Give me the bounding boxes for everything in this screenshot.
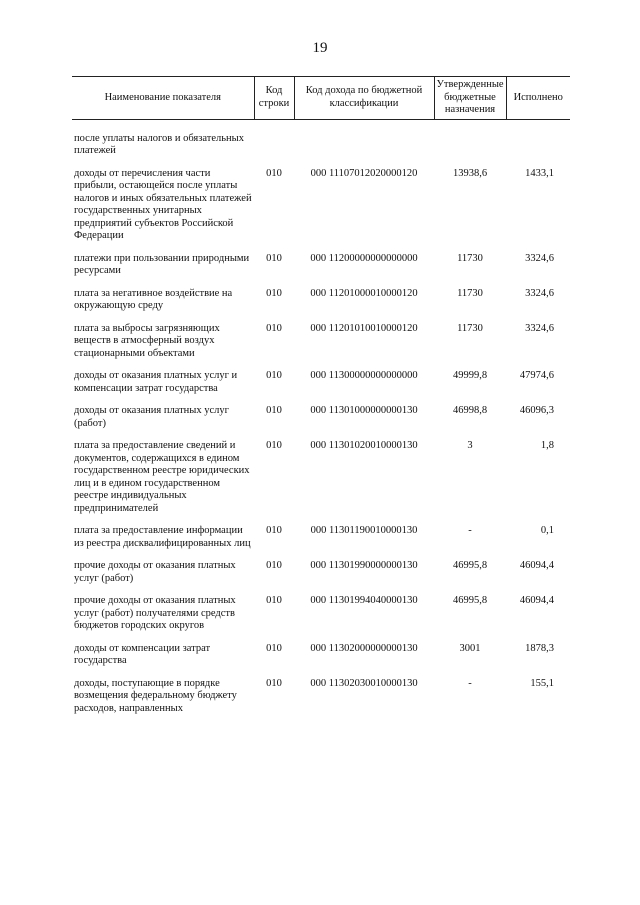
cell-done: 0,1 (540, 525, 554, 536)
cell-done: 1,8 (540, 440, 554, 451)
cell-name: плата за предоставление сведений и документов, содержащихся в едином государственном реестре юридических лиц и в едином государственном реестре индивидуальных предпринимателей (74, 440, 250, 514)
header-code: Код строки (254, 77, 294, 120)
cell-kbk: 000 11301190010000130 (310, 525, 418, 536)
cell-plan: 46995,8 (452, 560, 488, 571)
cell-code: 010 (266, 252, 282, 264)
cell-plan: - (468, 677, 472, 689)
cell-name: доходы от оказания платных услуг и компенсации затрат государства (74, 370, 238, 394)
table-row (72, 119, 570, 168)
cell-kbk: 000 11201000010000120 (310, 287, 418, 299)
table-row (72, 560, 570, 595)
cell-name: доходы от компенсации затрат государства (74, 642, 211, 666)
cell-code: 010 (266, 167, 282, 179)
cell-kbk: 000 11201010010000120 (310, 322, 418, 334)
cell-done: 1878,3 (525, 642, 554, 654)
cell-name: доходы от оказания платных услуг (работ) (74, 405, 229, 429)
table-body (72, 119, 570, 725)
cell-code: 010 (266, 595, 282, 606)
cell-plan: 11730 (457, 322, 483, 334)
cell-plan: 3001 (459, 642, 481, 654)
table-row (72, 643, 570, 678)
table-row (72, 253, 570, 288)
cell-plan: 3 (467, 440, 473, 451)
cell-kbk: 000 11301994040000130 (310, 595, 418, 606)
cell-plan: 11730 (457, 287, 483, 299)
cell-plan: 13938,6 (452, 167, 488, 179)
cell-kbk: 000 11200000000000000 (310, 252, 418, 264)
cell-done (506, 119, 570, 168)
cell-code: 010 (266, 642, 282, 654)
cell-kbk: 000 11301990000000130 (310, 560, 418, 571)
cell-kbk: 000 11107012020000120 (310, 167, 418, 179)
table-row (72, 370, 570, 405)
cell-code: 010 (266, 287, 282, 299)
cell-name: прочие доходы от оказания платных услуг (работ) (74, 560, 236, 584)
table-row (72, 168, 570, 253)
cell-plan: - (468, 525, 472, 536)
header-kbk: Код дохода по бюджетной классификации (294, 77, 434, 120)
cell-done: 3324,6 (525, 287, 554, 299)
cell-code: 010 (266, 525, 282, 536)
page-number: 19 (312, 40, 328, 56)
table-row (72, 678, 570, 726)
table-row (72, 405, 570, 440)
cell-code: 010 (266, 677, 282, 689)
cell-name: плата за предоставление информации из реестра дисквалифицированных лиц (74, 525, 251, 549)
cell-done: 3324,6 (525, 252, 554, 264)
cell-code: 010 (266, 440, 282, 451)
cell-name: плата за выбросы загрязняющих веществ в атмосферный воздух стационарными объектами (74, 322, 220, 359)
cell-code: 010 (266, 405, 282, 416)
cell-name: платежи при пользовании природными ресурсами (74, 252, 250, 276)
cell-done: 46094,4 (519, 595, 554, 606)
cell-name: доходы, поступающие в порядке возмещения федеральному бюджету расходов, направленных (74, 677, 237, 714)
cell-kbk: 000 11302000000000130 (310, 642, 418, 654)
cell-name: доходы от перечисления части прибыли, остающейся после уплаты налогов и иных обязательных платежей государственных унитарных предприятий субъектов Российской Федерации (74, 167, 252, 241)
cell-plan: 46998,8 (452, 405, 488, 416)
cell-done: 155,1 (530, 677, 554, 689)
header-plan: Утвержденные бюджетные назначения (434, 77, 506, 120)
cell-name: плата за негативное воздействие на окружающую среду (74, 287, 233, 311)
cell-plan (434, 119, 506, 168)
cell-kbk: 000 11302030010000130 (310, 677, 418, 689)
cell-done: 46094,4 (519, 560, 554, 571)
cell-plan: 11730 (457, 252, 483, 264)
cell-done: 1433,1 (525, 167, 554, 179)
cell-code: 010 (266, 322, 282, 334)
cell-done: 3324,6 (525, 322, 554, 334)
cell-kbk: 000 11301000000000130 (310, 405, 418, 416)
header-done: Исполнено (506, 77, 570, 120)
cell-plan: 49999,8 (452, 370, 488, 381)
cell-plan: 46995,8 (452, 595, 488, 606)
cell-kbk (294, 119, 434, 168)
cell-kbk: 000 11300000000000000 (310, 370, 418, 381)
cell-code: 010 (266, 560, 282, 571)
report-table (72, 76, 570, 725)
table-row (72, 525, 570, 560)
cell-name: прочие доходы от оказания платных услуг (работ) получателями средств бюджетов городских округов (74, 595, 236, 631)
cell-code: 010 (266, 370, 282, 381)
cell-name: после уплаты налогов и обязательных платежей (74, 132, 244, 156)
table-header (72, 77, 570, 120)
cell-done: 47974,6 (519, 370, 554, 381)
cell-done: 46096,3 (519, 405, 554, 416)
header-name: Наименование показателя (72, 77, 254, 120)
cell-code (254, 119, 294, 168)
cell-kbk: 000 11301020010000130 (310, 440, 418, 451)
table-row (72, 595, 570, 643)
table-row (72, 323, 570, 371)
table-row (72, 440, 570, 525)
table-row (72, 288, 570, 323)
